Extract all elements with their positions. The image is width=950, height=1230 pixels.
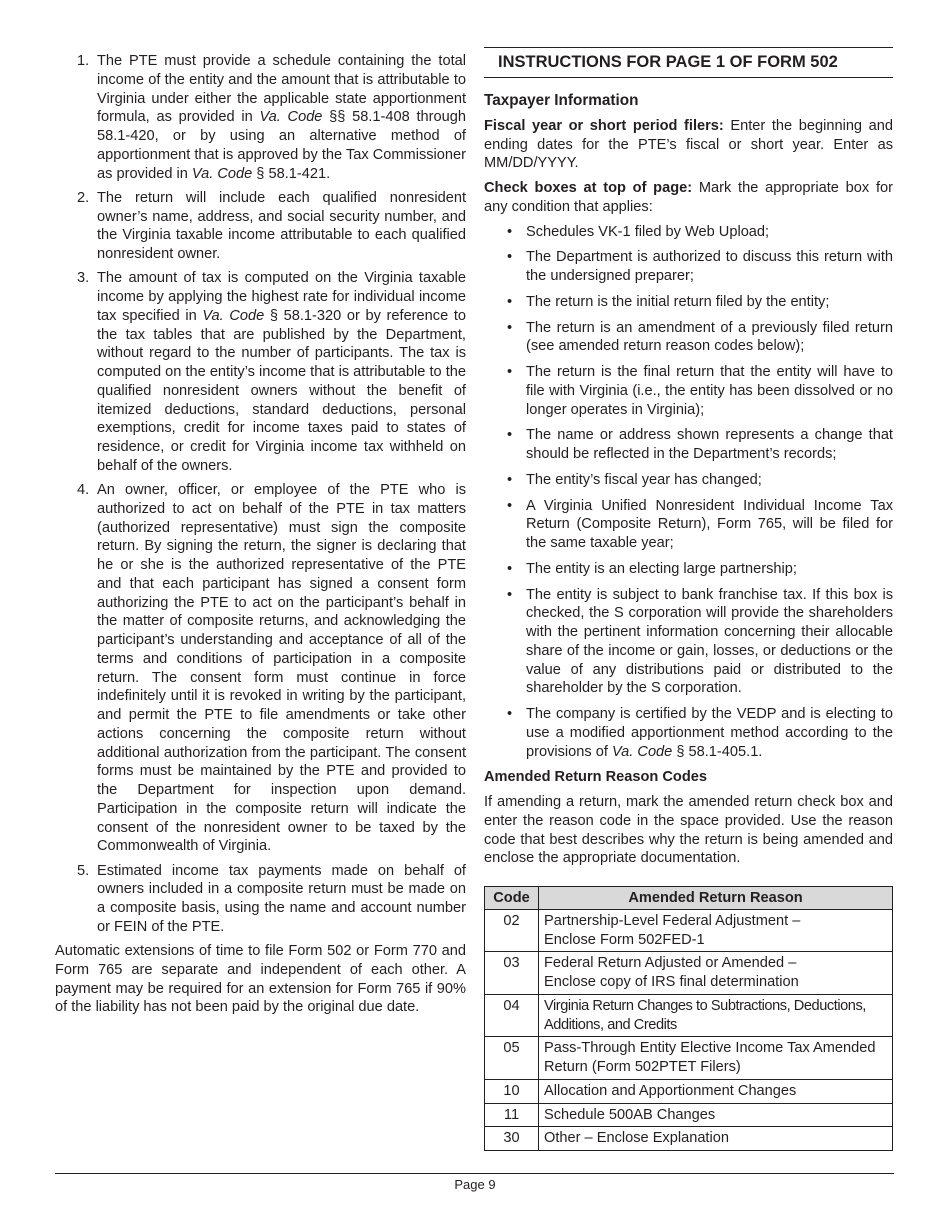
fiscal-text: Enter the beginning and ending dates for the PTE’s fiscal or short year. Enter as MM/DD/YYYY. [484, 117, 893, 172]
text-segment: The amount of tax is computed on the Virginia taxable income by applying the highest rate for individual income tax specified in [97, 270, 466, 324]
text-segment: The return will include each qualified nonresident owner’s name, address, and social security number, and the Virginia taxable income attributable to each qualified nonresident owner. [97, 189, 466, 262]
checkbox-text: Mark the appropriate box for any condition that applies: [484, 180, 893, 215]
table-header-row [485, 887, 893, 910]
header-reason: Amended Return Reason [539, 887, 893, 910]
fiscal-year-paragraph [484, 117, 893, 173]
text-segment: An owner, officer, or employee of the PTE who is authorized to act on behalf of the PTE in tax matters (authorized representative) must sign the composite return. By signing the return, the signer is declaring that he or she is the authorized representative of the PTE and that each participant has signed a consent form authorizing the PTE to act on the participant’s behalf in the matter of composite returns, and acknowledging the participant’s understanding and acceptance of all of the terms and conditions of participation in a composite return. The consent form must continue in force indefinitely until it is revoked in writing by the participant, and permit the PTE to file amendments or take other actions concerning the composite return without additional authorization from the participant. The consent forms must be maintained by the PTE and provided to the Department for inspection upon demand. Participation in the composite return will indicate the consent of the nonresident owner to be taxed by the Commonwealth of Virginia. [97, 482, 466, 855]
table-row [485, 1103, 893, 1127]
reason-line: Federal Return Adjusted or Amended – [544, 955, 797, 972]
text-segment: The entity’s fiscal year has changed; [526, 471, 762, 488]
header-code: Code [485, 887, 539, 910]
text-segment: A Virginia Unified Nonresident Individual Income Tax Return (Composite Return), Form 765, will be filed for the same taxable year; [526, 497, 893, 551]
table-row [485, 994, 893, 1037]
text-segment: The return is an amendment of a previously filed return (see amended return reason codes below); [526, 319, 893, 355]
section-title: INSTRUCTIONS FOR PAGE 1 OF FORM 502 [484, 47, 893, 78]
reason-text [539, 1079, 893, 1103]
amended-heading: Amended Return Reason Codes [484, 769, 707, 786]
checkbox-conditions-list [484, 223, 893, 762]
bullet-item [484, 319, 893, 357]
left-column [55, 52, 466, 1017]
page-number: Page 9 [454, 1177, 496, 1192]
reason-code: 10 [485, 1079, 539, 1103]
checkbox-label: Check boxes at top of page: [484, 180, 693, 196]
reason-text [539, 952, 893, 995]
list-item [55, 189, 466, 264]
right-column [484, 52, 893, 1151]
code-citation: Va. Code [611, 743, 673, 760]
bullet-item [484, 223, 893, 242]
reason-line: Schedule 500AB Changes [544, 1106, 716, 1123]
item-number: 4. [77, 482, 90, 498]
checkbox-paragraph [484, 179, 893, 217]
amended-paragraph: If amending a return, mark the amended return check box and enter the reason code in the space provided. Use the reason code that best describes why the return is being amended and enclose the appropriate documentation. [484, 794, 893, 867]
text-segment: The entity is subject to bank franchise tax. If this box is checked, the S corporation will provide the shareholders with the pertinent information concerning their allocable share of the income or gain, losses, or deductions or the value of any distributions paid or distributed to the shareholder by the S corporation. [526, 586, 893, 697]
text-segment: Estimated income tax payments made on behalf of owners included in a composite return must be made on a composite basis, using the name and account number or FEIN of the PTE. [97, 862, 466, 935]
bullet-item [484, 560, 893, 579]
reason-code: 03 [485, 952, 539, 995]
item-number: 3. [77, 270, 90, 287]
bullet-item [484, 248, 893, 286]
extensions-paragraph: Automatic extensions of time to file Form 502 or Form 770 and Form 765 are separate and independent of each other. A payment may be required for an extension for Form 765 if 90% of the liability has not been paid by the original due date. [55, 943, 466, 1016]
table-row [485, 909, 893, 952]
bullet-item [484, 586, 893, 699]
text-segment: Schedules VK-1 filed by Web Upload; [526, 223, 770, 240]
fiscal-label: Fiscal year or short period filers: [484, 117, 724, 134]
reason-line: Partnership-Level Federal Adjustment – [544, 912, 801, 929]
item-number: 1. [77, 53, 90, 69]
list-item [55, 269, 466, 475]
reason-code: 30 [485, 1127, 539, 1151]
code-citation: Va. Code [191, 165, 253, 182]
reason-line: Virginia Return Changes to Subtractions, Deductions, [544, 997, 866, 1014]
reason-line: Other – Enclose Explanation [544, 1130, 729, 1147]
reason-line: Pass-Through Entity Elective Income Tax Amended [544, 1040, 876, 1057]
reason-text [539, 909, 893, 952]
list-item [55, 481, 466, 856]
bullet-item [484, 293, 893, 312]
text-segment: The name or address shown represents a change that should be reflected in the Department’s records; [526, 427, 893, 462]
table-row [485, 952, 893, 995]
amended-reason-table [484, 886, 893, 1151]
bullet-item [484, 705, 893, 761]
item-number: 2. [77, 189, 90, 206]
text-segment: The company is certified by the VEDP and is electing to use a modified apportionment method according to the provisions of [526, 706, 893, 760]
text-segment: The entity is an electing large partnership; [526, 560, 797, 577]
text-segment: § 58.1-320 or by reference to the tax tables that are published by the Department, without regard to the number of participants. The tax is computed on the entity’s income that is attributable to the qualified nonresident owners without the benefit of itemized deductions, standard deductions, personal exemptions, credit for income taxes paid to states of residence, or credit for Virginia income tax withheld on behalf of the owners. [97, 307, 466, 474]
taxpayer-info-heading: Taxpayer Information [484, 92, 639, 109]
text-segment: The Department is authorized to discuss this return with the undersigned preparer; [526, 249, 893, 284]
reason-line: Allocation and Apportionment Changes [544, 1082, 797, 1099]
footer-divider [55, 1173, 894, 1174]
reason-text [539, 1127, 893, 1151]
bullet-item [484, 471, 893, 490]
text-segment: §§ 58.1-408 through 58.1-420, or by using an alternative method of apportionment that is approved by the Tax Commissioner as provided in [97, 109, 466, 182]
reason-line: Enclose Form 502FED-1 [544, 931, 705, 948]
list-item [55, 862, 466, 937]
text-segment: The return is the initial return filed by the entity; [526, 293, 830, 310]
text-segment: The PTE must provide a schedule containing the total income of the entity and the amount that is attributable to Virginia under either the applicable state apportionment formula, as provided in [97, 53, 466, 126]
bullet-item [484, 426, 893, 464]
reason-code: 11 [485, 1103, 539, 1127]
table-row [485, 1127, 893, 1151]
table-row [485, 1079, 893, 1103]
text-segment: The return is the final return that the entity will have to file with Virginia (i.e., the entity has been dissolved or no longer operates in Virginia); [526, 364, 893, 418]
reason-code: 04 [485, 994, 539, 1037]
reason-text [539, 994, 893, 1037]
reason-line: Additions, and Credits [544, 1016, 677, 1033]
code-citation: Va. Code [202, 307, 265, 324]
reason-text [539, 1037, 893, 1080]
bullet-item [484, 497, 893, 553]
list-item [55, 52, 466, 183]
text-segment: § 58.1-405.1. [672, 743, 763, 760]
composite-requirements-list [55, 52, 466, 937]
reason-line: Return (Form 502PTET Filers) [544, 1059, 741, 1075]
table-row [485, 1037, 893, 1080]
item-number: 5. [77, 862, 90, 879]
reason-code: 02 [485, 909, 539, 952]
code-citation: Va. Code [259, 109, 323, 126]
reason-code: 05 [485, 1037, 539, 1080]
reason-text [539, 1103, 893, 1127]
bullet-item [484, 363, 893, 419]
text-segment: § 58.1-421. [252, 165, 331, 182]
reason-line: Enclose copy of IRS final determination [544, 974, 799, 990]
